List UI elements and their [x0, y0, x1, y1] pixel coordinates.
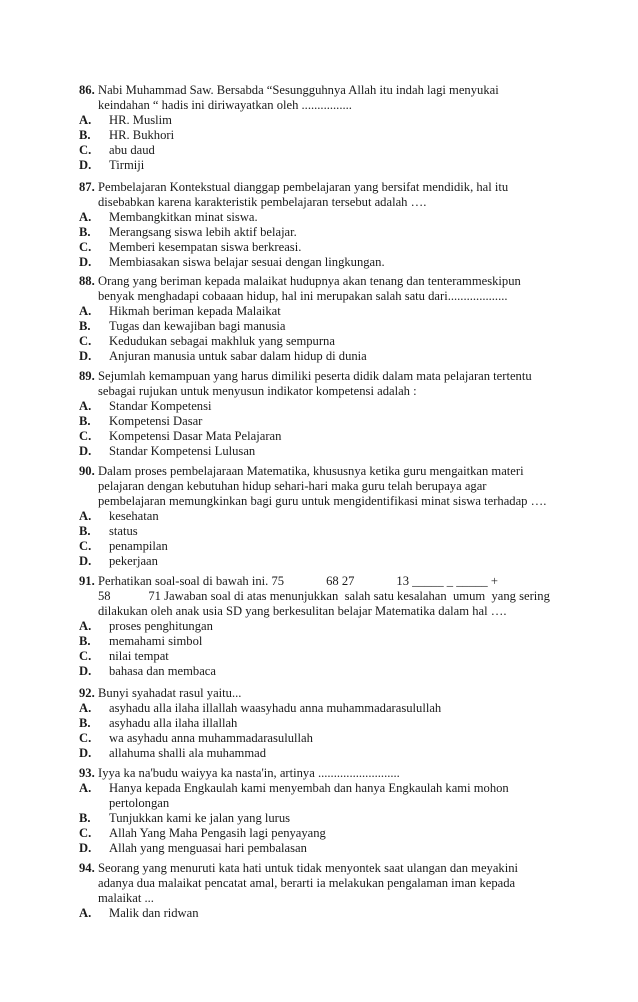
- option-b[interactable]: B. asyhadu alla ilaha illallah: [79, 716, 238, 730]
- question-number: 92.: [79, 686, 95, 700]
- question-text: malaikat ...: [98, 891, 154, 905]
- question-text: 58 71 Jawaban soal di atas menunjukkan salah satu kesalahan umum yang sering: [98, 589, 550, 603]
- option-b[interactable]: B. HR. Bukhori: [79, 128, 175, 142]
- question-86: [79, 83, 549, 173]
- question-89: [79, 369, 549, 459]
- option-d[interactable]: D. Anjuran manusia untuk sabar dalam hidup di dunia: [79, 349, 367, 363]
- option-a[interactable]: A. HR. Muslim: [79, 113, 172, 127]
- option-b[interactable]: B. Tunjukkan kami ke jalan yang lurus: [79, 811, 291, 825]
- question-text: Dalam proses pembelajaraan Matematika, khususnya ketika guru mengaitkan materi: [98, 464, 524, 478]
- option-c[interactable]: C. Kedudukan sebagai makhluk yang sempurna: [79, 334, 335, 348]
- option-a[interactable]: A. proses penghitungan: [79, 619, 213, 633]
- question-number: 88.: [79, 274, 95, 288]
- option-d[interactable]: D. pekerjaan: [79, 554, 158, 568]
- question-number: 89.: [79, 369, 95, 383]
- question-text: pembelajaran memungkinkan bagi guru untuk mengidentifikasi minat siswa terhadap ….: [98, 494, 547, 508]
- option-c[interactable]: C. Kompetensi Dasar Mata Pelajaran: [79, 429, 282, 443]
- option-a[interactable]: A. kesehatan: [79, 509, 159, 523]
- question-number: 91.: [79, 574, 95, 588]
- question-number: 94.: [79, 861, 95, 875]
- question-text: keindahan “ hadis ini diriwayatkan oleh ................: [98, 98, 352, 112]
- question-94: [79, 861, 549, 921]
- question-text: sebagai rujukan untuk menyusun indikator kompetensi adalah :: [98, 384, 417, 398]
- option-c[interactable]: C. Memberi kesempatan siswa berkreasi.: [79, 240, 302, 254]
- question-number: 90.: [79, 464, 95, 478]
- question-text: benyak menghadapi cobaaan hidup, hal ini merupakan salah satu dari...................: [98, 289, 508, 303]
- question-text: dilakukan oleh anak usia SD yang berkesulitan belajar Matematika dalam hal ….: [98, 604, 507, 618]
- question-text: Orang yang beriman kepada malaikat hudupnya akan tenang dan tenterammeskipun: [98, 274, 521, 288]
- question-text: Pembelajaran Kontekstual dianggap pembelajaran yang bersifat mendidik, hal itu: [98, 180, 509, 194]
- option-b[interactable]: B. Kompetensi Dasar: [79, 414, 203, 428]
- option-a[interactable]: A. Malik dan ridwan: [79, 906, 199, 920]
- question-text: 13 _____ _ _____ +: [396, 574, 498, 588]
- option-b[interactable]: B. Tugas dan kewajiban bagi manusia: [79, 319, 286, 333]
- question-text: Seorang yang menuruti kata hati untuk tidak menyontek saat ulangan dan meyakini: [98, 861, 519, 875]
- question-number: 86.: [79, 83, 95, 97]
- question-text: pelajaran dengan kebutuhan hidup sehari-hari maka guru telah berupaya agar: [98, 479, 487, 493]
- question-text: adanya dua malaikat pencatat amal, berarti ia melakukan pengalaman iman kepada: [98, 876, 516, 890]
- question-87: [79, 180, 549, 270]
- question-88: [79, 274, 549, 364]
- question-number: 87.: [79, 180, 95, 194]
- question-text: Nabi Muhammad Saw. Bersabda “Sesungguhnya Allah itu indah lagi menyukai: [98, 83, 499, 97]
- option-b[interactable]: B. Merangsang siswa lebih aktif belajar.: [79, 225, 297, 239]
- option-d[interactable]: D. allahuma shalli ala muhammad: [79, 746, 267, 760]
- question-92: [79, 686, 549, 761]
- option-c[interactable]: C. penampilan: [79, 539, 168, 553]
- option-c[interactable]: C. abu daud: [79, 143, 155, 157]
- option-a[interactable]: A. Hanya kepada Engkaulah kami menyembah dan hanya Engkaulah kami mohon pertolongan: [79, 781, 509, 810]
- question-text: Perhatikan soal-soal di bawah ini. 75: [98, 574, 285, 588]
- option-d[interactable]: D. Allah yang menguasai hari pembalasan: [79, 841, 307, 855]
- question-93: [79, 766, 549, 856]
- question-text: Sejumlah kemampuan yang harus dimiliki peserta didik dalam mata pelajaran tertentu: [98, 369, 532, 383]
- option-c[interactable]: C. Allah Yang Maha Pengasih lagi penyayang: [79, 826, 326, 840]
- option-d[interactable]: D. Standar Kompetensi Lulusan: [79, 444, 256, 458]
- option-b[interactable]: B. status: [79, 524, 138, 538]
- option-a[interactable]: A. Standar Kompetensi: [79, 399, 212, 413]
- option-d[interactable]: D. Tirmiji: [79, 158, 145, 172]
- question-text: disebabkan karena karakteristik pembelajaran tersebut adalah ….: [98, 195, 427, 209]
- option-a[interactable]: A. Membangkitkan minat siswa.: [79, 210, 258, 224]
- option-c[interactable]: C. wa asyhadu anna muhammadarasulullah: [79, 731, 313, 745]
- question-90: [79, 464, 549, 569]
- option-a[interactable]: A. Hikmah beriman kepada Malaikat: [79, 304, 281, 318]
- option-c[interactable]: C. nilai tempat: [79, 649, 169, 663]
- question-text: Iyya ka na'budu waiyya ka nasta'in, artinya ..........................: [98, 766, 400, 780]
- option-b[interactable]: B. memahami simbol: [79, 634, 203, 648]
- question-number: 93.: [79, 766, 95, 780]
- option-a[interactable]: A. asyhadu alla ilaha illallah waasyhadu anna muhammadarasulullah: [79, 701, 442, 715]
- question-text: 68 27: [326, 574, 355, 588]
- question-text: Bunyi syahadat rasul yaitu...: [98, 686, 242, 700]
- question-91: [79, 574, 579, 679]
- option-d[interactable]: D. bahasa dan membaca: [79, 664, 216, 678]
- option-d[interactable]: D. Membiasakan siswa belajar sesuai dengan lingkungan.: [79, 255, 385, 269]
